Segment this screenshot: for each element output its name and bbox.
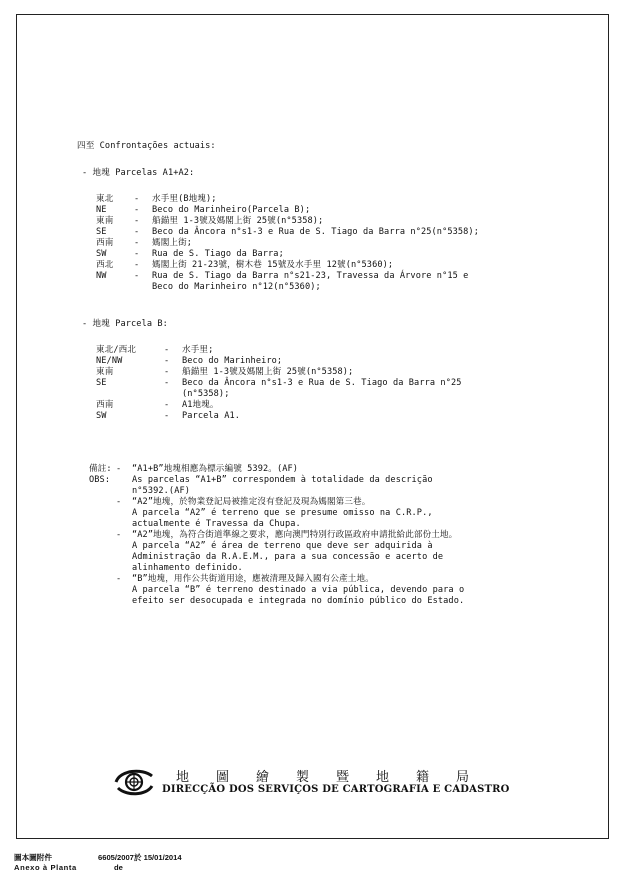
footer-de: de [114, 863, 123, 872]
boundary-direction: SW [96, 411, 107, 421]
bureau-emblem-icon [112, 766, 156, 798]
parcels-a1-a2-boundaries [96, 194, 576, 306]
boundary-direction: NE [96, 205, 107, 215]
note-dash: - [116, 574, 122, 584]
boundary-direction: SE [96, 227, 107, 237]
boundary-text: Rua de S. Tiago da Barra n°s21-23, Travessa da Árvore n°15 e [152, 271, 469, 281]
boundary-text: A1地塊。 [182, 400, 219, 410]
note-line: A parcela “A2” é área de terreno que deve ser adquirida à [132, 541, 433, 551]
note-line: “B”地塊，用作公共街道用途，應被清理及歸入國有公產土地。 [132, 574, 374, 584]
boundary-dash: - [164, 411, 170, 421]
boundary-text: Beco do Marinheiro(Parcela B); [152, 205, 311, 215]
boundary-text: Beco do Marinheiro n°12(n°5360); [152, 282, 321, 292]
bureau-name-chinese: 地圖繪製暨地籍局 [176, 770, 497, 785]
boundary-text: Beco da Âncora n°s1-3 e Rua de S. Tiago da Barra n°25 [182, 378, 462, 388]
notes-label-cn: 備註: [89, 464, 112, 474]
boundary-direction: 東南 [96, 216, 114, 226]
boundary-direction: 西南 [96, 400, 114, 410]
confrontations-heading: 四至 Confrontações actuais: [77, 141, 216, 151]
boundary-text: Parcela A1. [182, 411, 241, 421]
cartography-bureau-logo-block [112, 766, 510, 800]
note-line: “A2”地塊，為符合街道準線之要求，應向澳門特別行政區政府申請批給此部份土地。 [132, 530, 458, 540]
note-line: efeito ser desocupada e integrada no domínio público do Estado. [132, 596, 465, 606]
note-line: n°5392.(AF) [132, 486, 191, 496]
boundary-text: Beco do Marinheiro; [182, 356, 283, 366]
note-line: actualmente é Travessa da Chupa. [132, 519, 301, 529]
note-line: A parcela “A2” é terreno que se presume omisso na C.R.P., [132, 508, 433, 518]
boundary-text: 船錨里 1-3號及媽閣上街 25號(n°5358); [182, 367, 354, 377]
boundary-dash: - [134, 271, 140, 281]
boundary-direction: 西南 [96, 238, 114, 248]
note-line: “A1+B”地塊相應為標示編號 5392。(AF) [132, 464, 299, 474]
boundary-dash: - [134, 249, 140, 259]
parcels-a1-a2-title: - 地塊 Parcelas A1+A2: [82, 168, 195, 178]
boundary-dash: - [134, 205, 140, 215]
boundary-direction: NW [96, 271, 107, 281]
footer-plan-number: 6605/2007於 15/01/2014 [98, 853, 182, 862]
boundary-direction: 西北 [96, 260, 114, 270]
boundary-dash: - [134, 216, 140, 226]
boundary-dash: - [134, 194, 140, 204]
note-dash: - [116, 530, 122, 540]
boundary-dash: - [164, 367, 170, 377]
boundary-text: 水手里; [182, 345, 214, 355]
boundary-text: 媽閣上街; [152, 238, 193, 248]
boundary-dash: - [134, 238, 140, 248]
notes-list [116, 464, 556, 624]
boundary-direction: 東北/西北 [96, 345, 137, 355]
footer-annex-pt: Anexo à Planta [14, 863, 77, 872]
note-dash: - [116, 464, 122, 474]
boundary-dash: - [164, 400, 170, 410]
note-line: Administração da R.A.E.M., para a sua concessão e acerto de [132, 552, 444, 562]
footer-annex-cn: 圖本圖附件 [14, 853, 52, 862]
note-dash: - [116, 497, 122, 507]
notes-label-pt: OBS: [89, 475, 111, 485]
boundary-direction: NE/NW [96, 356, 123, 366]
note-line: “A2”地塊，於物業登記局被推定沒有登記及現為媽閣第三巷。 [132, 497, 371, 507]
note-line: As parcelas “A1+B” correspondem à totalidade da descrição [132, 475, 433, 485]
note-line: alinhamento definido. [132, 563, 243, 573]
boundary-dash: - [164, 345, 170, 355]
boundary-text: 水手里(B地塊); [152, 194, 217, 204]
boundary-direction: 東北 [96, 194, 114, 204]
parcel-b-title: - 地塊 Parcela B: [82, 319, 168, 329]
boundary-dash: - [164, 378, 170, 388]
boundary-direction: 東南 [96, 367, 114, 377]
boundary-direction: SE [96, 378, 107, 388]
bureau-name-portuguese: DIRECÇÃO DOS SERVIÇOS DE CARTOGRAFIA E CADASTRO [162, 784, 510, 795]
boundary-text: (n°5358); [182, 389, 230, 399]
boundary-text: 媽閣上街 21-23號，樹木巷 15號及水手里 12號(n°5360); [152, 260, 394, 270]
boundary-text: Beco da Âncora n°s1-3 e Rua de S. Tiago da Barra n°25(n°5358); [152, 227, 479, 237]
note-line: A parcela “B” é terreno destinado a via pública, devendo para o [132, 585, 465, 595]
boundary-text: Rua de S. Tiago da Barra; [152, 249, 284, 259]
boundary-dash: - [164, 356, 170, 366]
parcel-b-boundaries [96, 345, 576, 435]
boundary-direction: SW [96, 249, 107, 259]
boundary-dash: - [134, 260, 140, 270]
boundary-dash: - [134, 227, 140, 237]
boundary-text: 船錨里 1-3號及媽閣上街 25號(n°5358); [152, 216, 324, 226]
